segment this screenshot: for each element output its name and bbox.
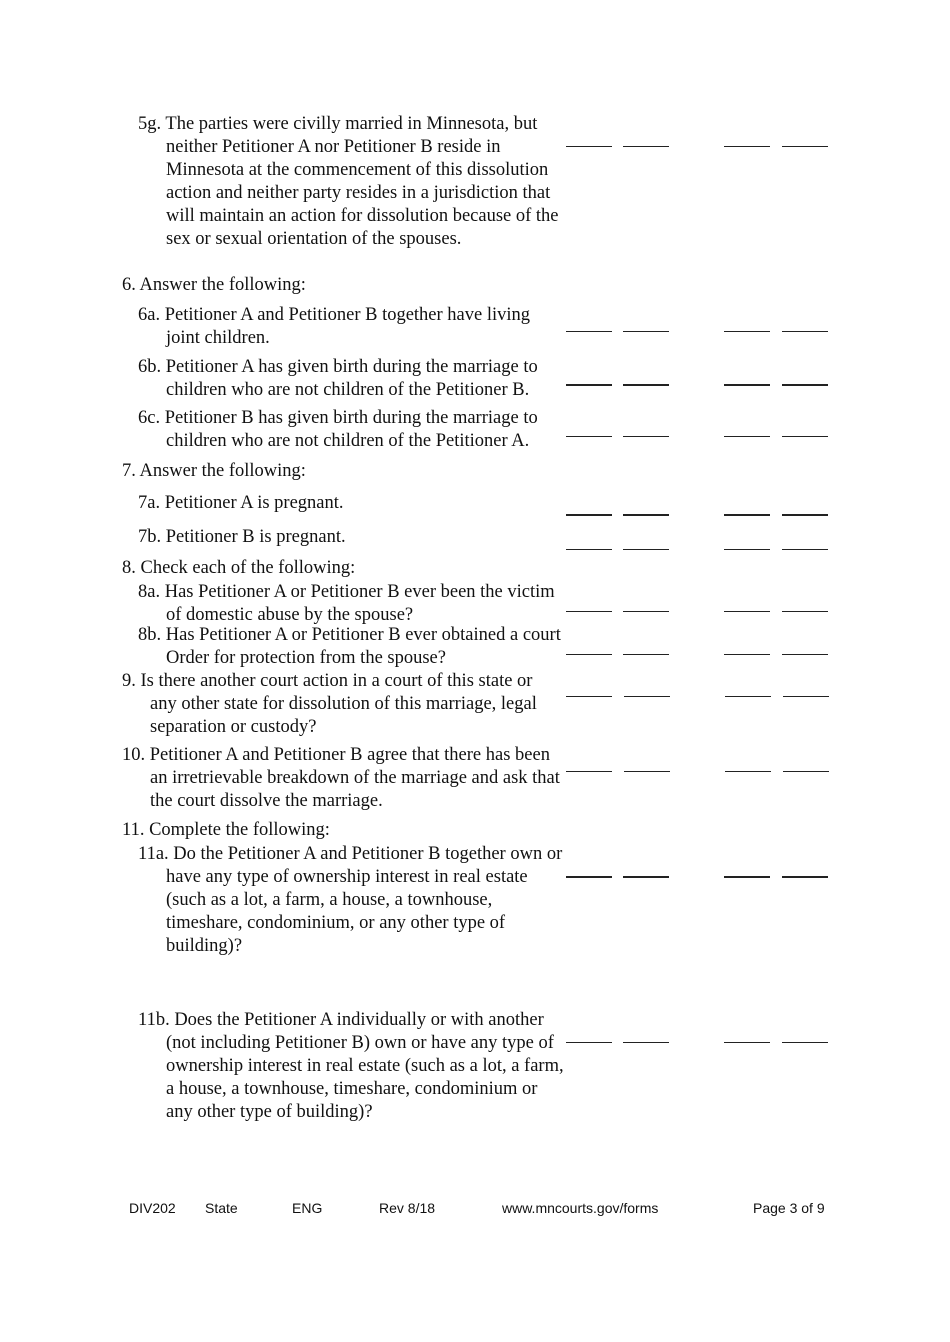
answer-blank[interactable] [782,146,828,147]
answer-blank[interactable] [566,549,612,550]
question-8: 8. Check each of the following: [122,558,356,578]
answer-blank[interactable] [566,1042,612,1043]
answer-blank[interactable] [782,331,828,332]
question-5g: 5g. The parties were civilly married in Minnesota, but neither Petitioner A nor Petitioner B reside in Minnesota at the commencement of this dissolution action and neither party resides in a jurisdiction that will maintain an action for dissolution because of the sex or sexual orientation of the spouses. [138,114,559,249]
answer-blank[interactable] [724,514,770,516]
answer-blank[interactable] [623,611,669,612]
question-6b: 6b. Petitioner A has given birth during the marriage to children who are not children of the Petitioner B. [138,357,538,400]
question-7: 7. Answer the following: [122,461,306,481]
question-7a: 7a. Petitioner A is pregnant. [138,493,344,513]
answer-blank[interactable] [724,384,770,386]
question-11b: 11b. Does the Petitioner A individually or with another (not including Petitioner B) own or have any type of ownership interest in real estate (such as a lot, a farm, a house, a townhouse, timeshare, condominium or any other type of building)? [138,1010,564,1122]
answer-blank[interactable] [782,654,828,655]
answer-blank[interactable] [624,696,670,697]
answer-blank[interactable] [566,654,612,655]
answer-blank[interactable] [623,436,669,437]
answer-blank[interactable] [623,331,669,332]
answer-blank[interactable] [724,654,770,655]
question-6: 6. Answer the following: [122,275,306,295]
answer-blank[interactable] [623,514,669,516]
answer-blank[interactable] [724,611,770,612]
answer-blank[interactable] [724,549,770,550]
answer-blank[interactable] [782,1042,828,1043]
footer-form-id: DIV202 [129,1200,176,1216]
footer-language: ENG [292,1200,323,1216]
answer-blank[interactable] [566,436,612,437]
question-7b: 7b. Petitioner B is pregnant. [138,527,346,547]
footer-revision: Rev 8/18 [379,1200,436,1216]
answer-blank[interactable] [782,384,828,386]
answer-blank[interactable] [566,611,612,612]
answer-blank[interactable] [566,331,612,332]
answer-blank[interactable] [566,876,612,878]
answer-blank[interactable] [782,436,828,437]
answer-blank[interactable] [566,696,612,697]
answer-blank[interactable] [782,549,828,550]
answer-blank[interactable] [724,1042,770,1043]
answer-blank[interactable] [782,876,828,878]
answer-blank[interactable] [623,1042,669,1043]
question-8b: 8b. Has Petitioner A or Petitioner B ever obtained a court Order for protection from the spouse? [138,625,561,668]
question-6a: 6a. Petitioner A and Petitioner B together have living joint children. [138,305,531,348]
answer-blank[interactable] [783,696,829,697]
answer-blank[interactable] [623,384,669,386]
question-10: 10. Petitioner A and Petitioner B agree that there has been an irretrievable breakdown of the marriage and ask that the court dissolve the marriage. [122,745,560,811]
question-6c: 6c. Petitioner B has given birth during the marriage to children who are not children of the Petitioner A. [138,408,538,451]
answer-blank[interactable] [623,549,669,550]
answer-blank[interactable] [623,146,669,147]
answer-blank[interactable] [623,654,669,655]
question-8a: 8a. Has Petitioner A or Petitioner B ever been the victim of domestic abuse by the spouse? [138,582,555,625]
answer-blank[interactable] [724,436,770,437]
answer-blank[interactable] [725,771,771,772]
answer-blank[interactable] [782,514,828,516]
answer-blank[interactable] [566,771,612,772]
answer-blank[interactable] [624,771,670,772]
answer-blank[interactable] [724,876,770,878]
answer-blank[interactable] [566,384,612,386]
answer-blank[interactable] [566,514,612,516]
answer-blank[interactable] [783,771,829,772]
answer-blank[interactable] [566,146,612,147]
question-11a: 11a. Do the Petitioner A and Petitioner B together own or have any type of ownership interest in real estate (such as a lot, a farm, a house, a townhouse, timeshare, condominium, or any other type of building)? [138,844,563,956]
footer-jurisdiction: State [205,1200,238,1216]
footer-website-link[interactable]: www.mncourts.gov/forms [502,1200,659,1216]
question-9: 9. Is there another court action in a court of this state or any other state for dissolution of this marriage, legal separation or custody? [122,671,537,737]
answer-blank[interactable] [725,696,771,697]
question-11: 11. Complete the following: [122,820,330,840]
answer-blank[interactable] [782,611,828,612]
answer-blank[interactable] [724,331,770,332]
footer-page-number: Page 3 of 9 [753,1200,825,1216]
answer-blank[interactable] [724,146,770,147]
answer-blank[interactable] [623,876,669,878]
